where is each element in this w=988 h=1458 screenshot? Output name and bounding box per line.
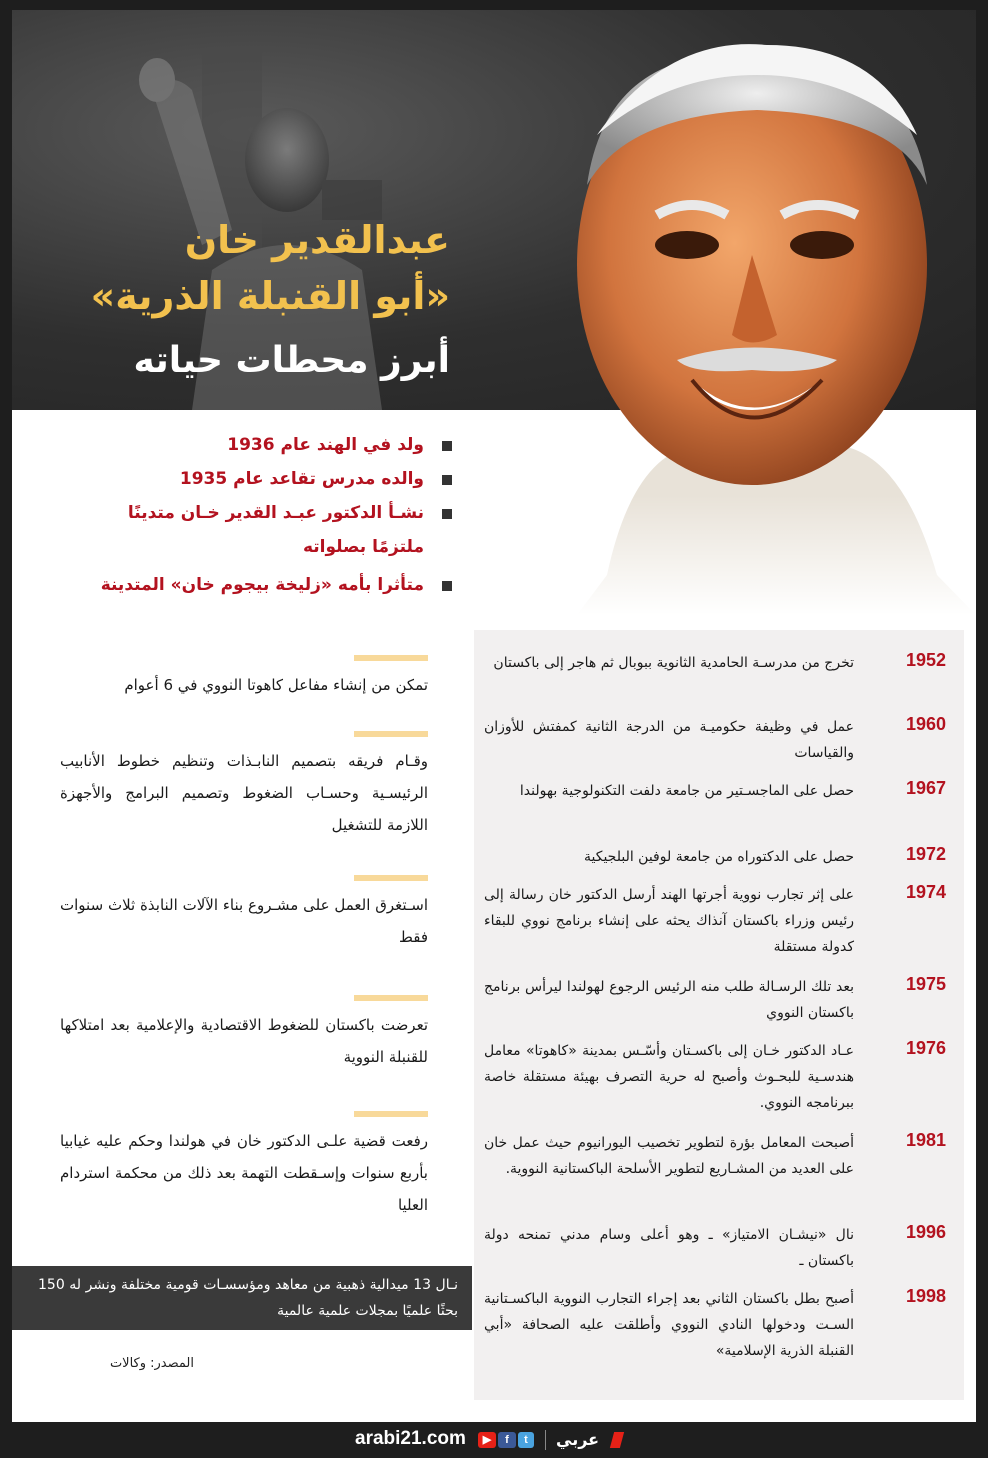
timeline-year: 1976 (905, 1038, 946, 1058)
accent-bar (354, 655, 428, 661)
bullet-square-icon (442, 441, 452, 451)
achievement-text: تمكن من إنشاء مفاعل كاهوتا النووي في 6 أعوام (124, 676, 428, 694)
source-credit: المصدر: وكالات (109, 1356, 194, 1371)
bio-bullet-list (72, 428, 452, 602)
timeline-text: حصل على الدكتوراه من جامعة لوفين البلجيكية (583, 849, 854, 865)
site-link[interactable]: arabi21.com (355, 1428, 466, 1449)
timeline-year: 1960 (905, 714, 946, 734)
bullet-square-icon (442, 581, 452, 591)
timeline-year: 1972 (905, 844, 946, 864)
bullet-text: نشـأ الدكتور عبـد القدير خـان متدينًا ملتزمًا بصلواته (127, 503, 424, 557)
awards-box (12, 1266, 472, 1330)
facebook-icon[interactable]: f (498, 1432, 516, 1448)
timeline-year: 1996 (905, 1222, 946, 1242)
footer-bar (0, 1422, 988, 1458)
accent-bar (354, 1111, 428, 1117)
brand-mark-icon (610, 1432, 624, 1448)
title-name: عبدالقدير خان (184, 218, 450, 262)
bullet-square-icon (442, 509, 452, 519)
twitter-icon[interactable]: t (518, 1432, 534, 1448)
timeline-text: على إثر تجارب نووية أجرتها الهند أرسل الدكتور خان رسالة إلى رئيس وزراء باكستان آنذاك يحثه على إنشاء برنامج نووي للبقاء كدولة مستقلة (484, 887, 854, 955)
timeline-text: أصبحت المعامل بؤرة لتطوير تخصيب اليورانيوم حيث عمل خان على العديد من المشـاريع لتطوير الأسلحة الباكستانية النووية. (484, 1135, 854, 1177)
bullet-item (72, 428, 452, 462)
timeline-text: نال «نيشـان الامتياز» ـ وهو أعلى وسام مدني تمنحه دولة باكستان ـ (484, 1227, 854, 1269)
bullet-text: والده مدرس تقاعد عام 1935 (179, 469, 424, 489)
accent-bar (354, 875, 428, 881)
timeline-text: عمل في وظيفة حكوميـة من الدرجة الثانية كمفتش للأوزان والقياسات (484, 719, 854, 761)
footer-divider (545, 1430, 546, 1450)
achievement-text: تعرضت باكستان للضغوط الاقتصادية والإعلامية بعد امتلاكها للقنبلة النووية (60, 1016, 428, 1066)
timeline-year: 1967 (905, 778, 946, 798)
timeline-year: 1975 (905, 974, 946, 994)
timeline-text: أصبح بطل باكستان الثاني بعد إجراء التجارب النووية الباكسـتانية السـت ودخولها النادي النووي وأطلقت عليه الصحافة «أبي القنبلة الذرية الإسلامية» (484, 1291, 854, 1359)
youtube-icon[interactable]: ▶ (478, 1432, 496, 1448)
bullet-item (72, 496, 452, 564)
achievement-text: رفعت قضية علـى الدكتور خان في هولندا وحكم عليه غيابيا بأربع سنوات وإسـقطت التهمة بعد ذلك من محكمة استردام العليا (60, 1132, 428, 1214)
timeline-text: عـاد الدكتور خـان إلى باكسـتان وأسّـس بمدينة «كاهوتا» معامل هندسـية للبحـوث وأصبح له حرية التصرف بهيئة مستقلة خاصة ببرنامجه النووي. (484, 1043, 854, 1111)
infographic-canvas (12, 10, 976, 1422)
timeline-year: 1952 (905, 650, 946, 670)
timeline-text: بعد تلك الرسـالة طلب منه الرئيس الرجوع لهولندا ليرأس برنامج باكستان النووي (484, 979, 854, 1021)
brand-logo-text: عربي (556, 1430, 600, 1449)
title-subtitle: أبرز محطات حياته (133, 340, 450, 381)
timeline-year: 1981 (905, 1130, 946, 1150)
timeline-year: 1998 (905, 1286, 946, 1306)
bullet-text: ولد في الهند عام 1936 (227, 435, 424, 455)
bullet-text: متأثرا بأمه «زليخة بيجوم خان» المتدينة (100, 575, 424, 595)
timeline-text: حصل على الماجسـتير من جامعة دلفت التكنولوجية بهولندا (519, 783, 854, 799)
bullet-item (72, 568, 452, 602)
portrait-photo (517, 15, 976, 615)
awards-text: نـال 13 ميدالية ذهبية من معاهد ومؤسسـات قومية مختلفة ونشر له 150 بحثًا علميًا بمجلات علمية عالمية (38, 1277, 458, 1319)
accent-bar (354, 995, 428, 1001)
achievement-text: وقـام فريقه بتصميم النابـذات وتنظيم خطوط الأنابيب الرئيسـية وحسـاب الضغوط وتصميم البرامج والأجهزة اللازمة للتشغيل (60, 752, 428, 834)
timeline-year: 1974 (905, 882, 946, 902)
timeline-panel (474, 630, 964, 1400)
timeline-text: تخرج من مدرسـة الحامدية الثانوية ببوبال ثم هاجر إلى باكستان (493, 655, 854, 671)
bullet-item (72, 462, 452, 496)
bullet-square-icon (442, 475, 452, 485)
achievement-text: اسـتغرق العمل على مشـروع بناء الآلات النابذة ثلاث سنوات فقط (60, 896, 428, 946)
title-nickname: «أبو القنبلة الذرية» (90, 274, 450, 318)
accent-bar (354, 731, 428, 737)
